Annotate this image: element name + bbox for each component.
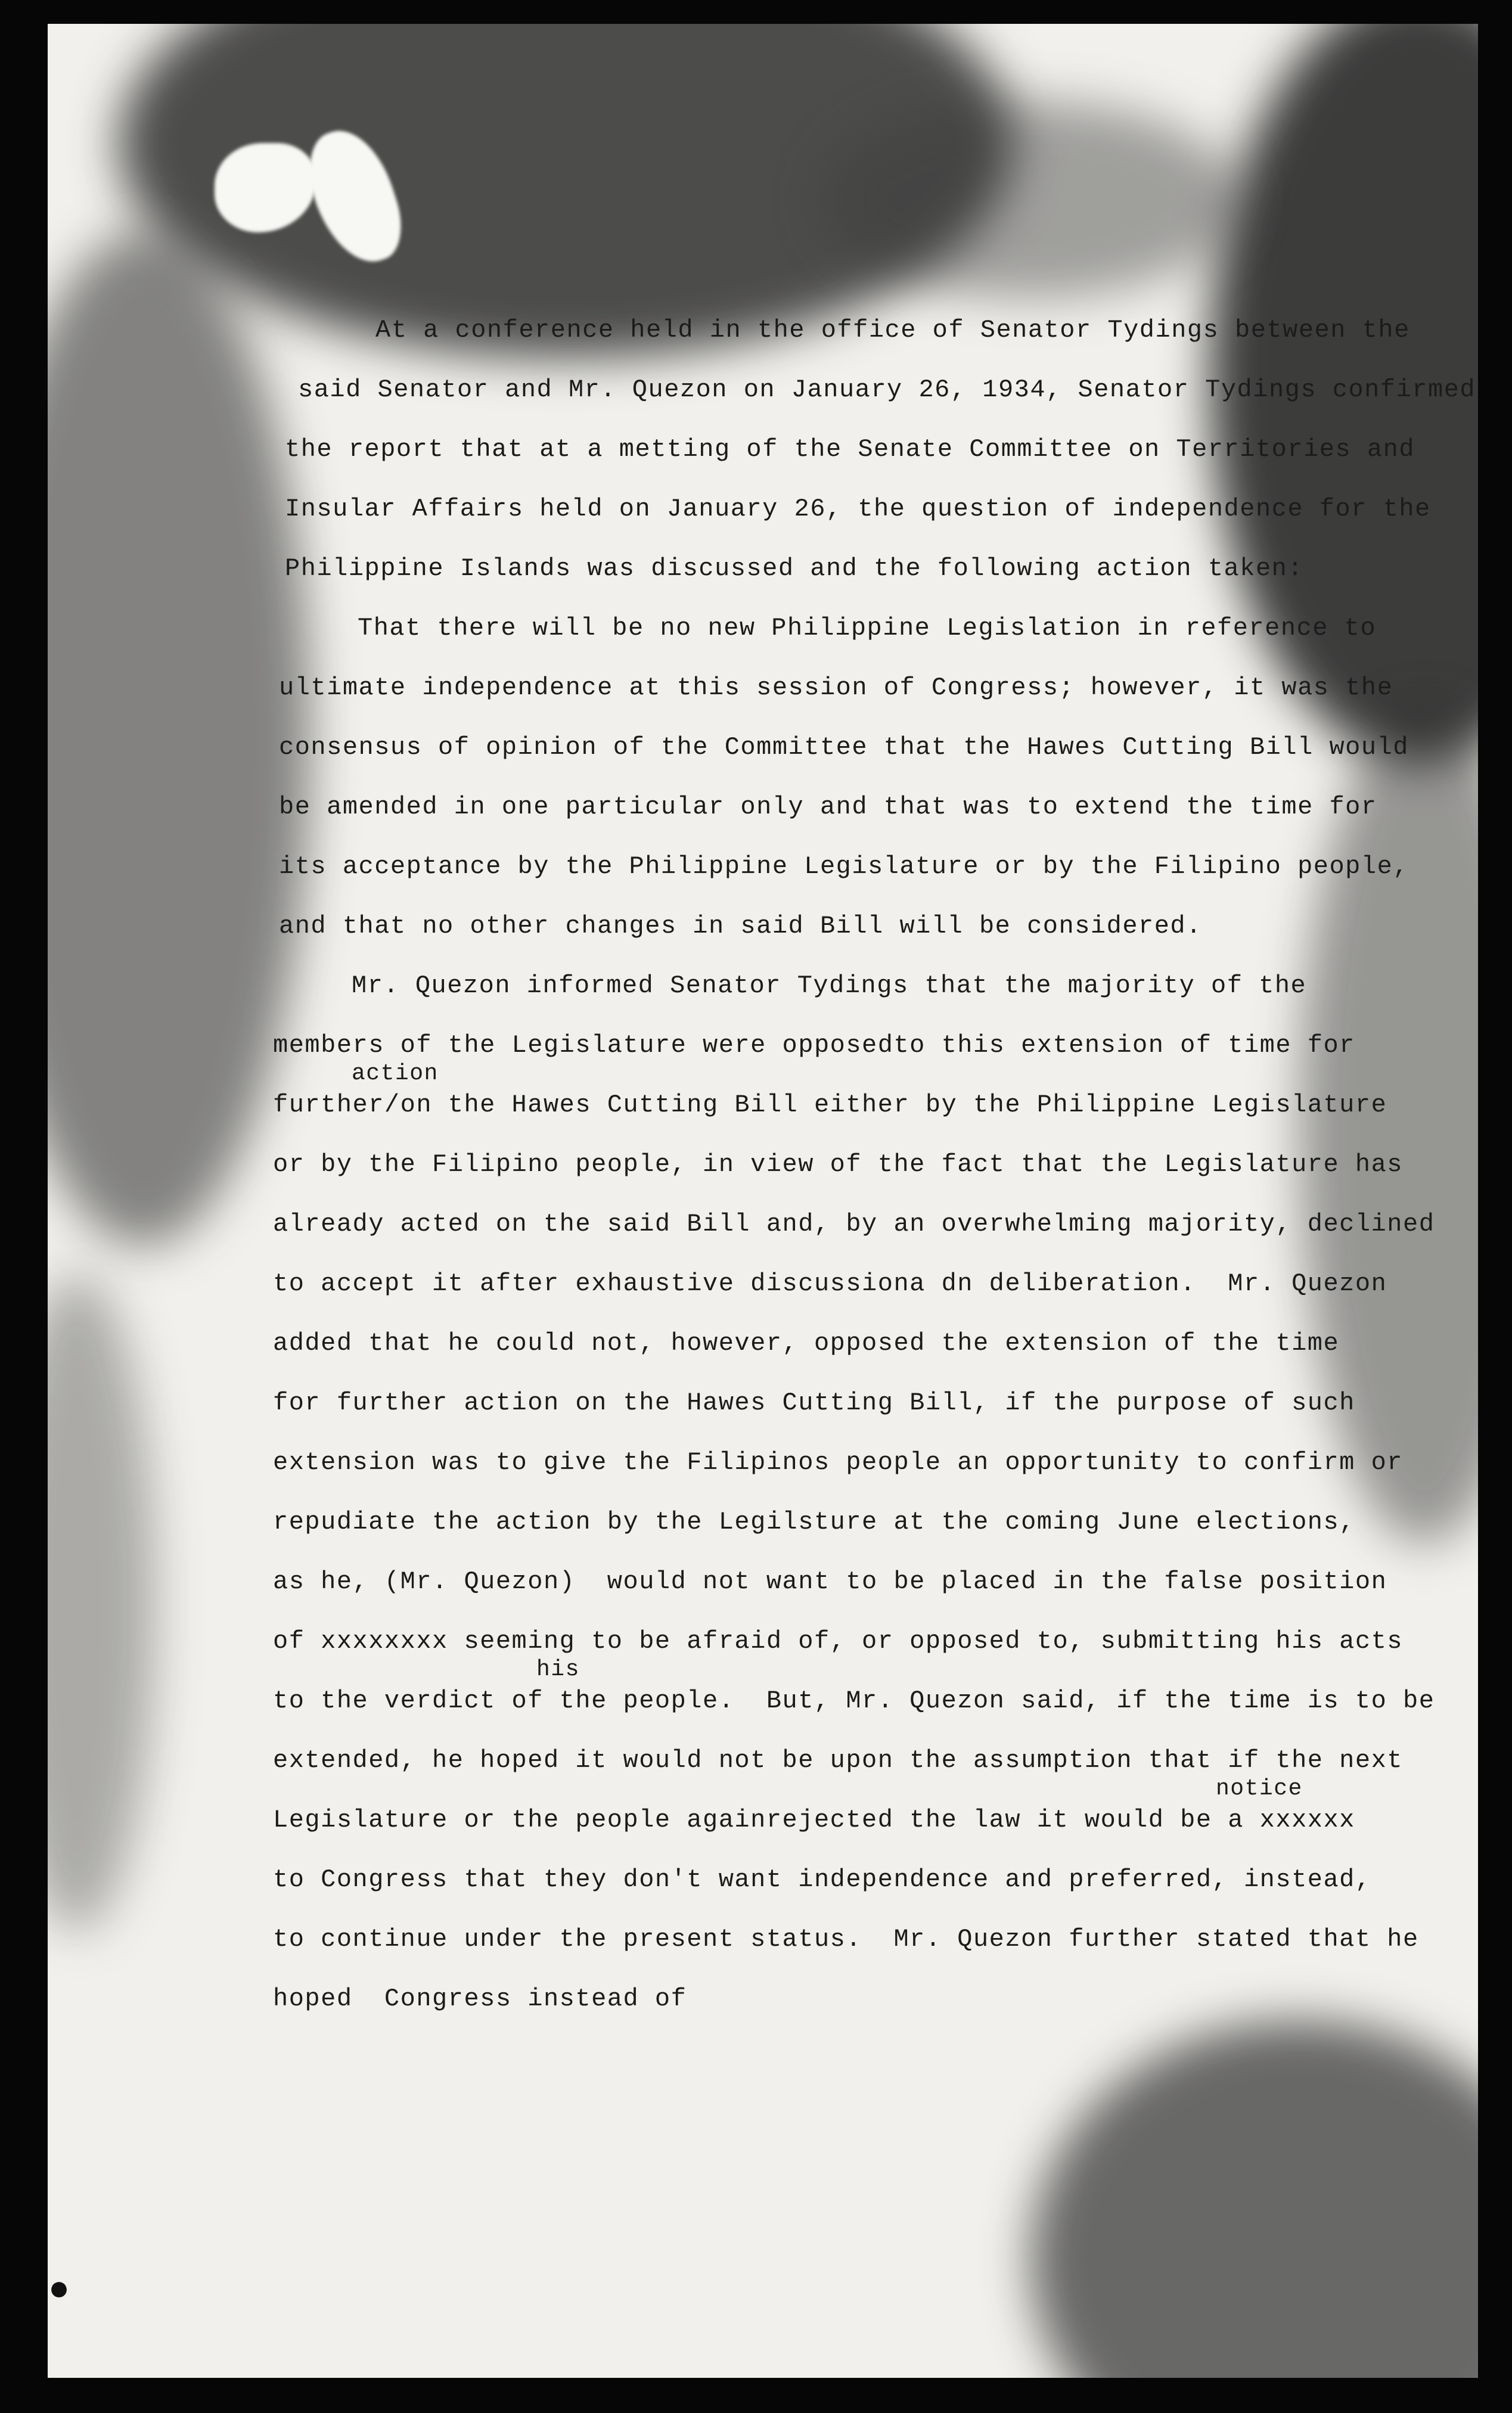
text-line: At a conference held in the office of Senator Tydings between the <box>375 316 1410 344</box>
text-line: Insular Affairs held on January 26, the question of independence for the <box>285 495 1431 523</box>
typed-text <box>48 24 1478 2378</box>
text-line: extended, he hoped it would not be upon the assumption that if the next <box>273 1746 1403 1775</box>
text-line: be amended in one particular only and that was to extend the time for <box>279 793 1377 821</box>
text-line: and that no other changes in said Bill will be considered. <box>279 912 1202 940</box>
interlinear-insertion: notice <box>1216 1776 1303 1802</box>
margin-mark: ● <box>48 2271 70 2311</box>
text-line: to the verdict of the people. But, Mr. Quezon said, if the time is to be <box>273 1687 1435 1715</box>
text-line: said Senator and Mr. Quezon on January 26, 1934, Senator Tydings confirmed <box>298 375 1476 404</box>
interlinear-insertion: his <box>536 1657 580 1682</box>
text-line: already acted on the said Bill and, by an overwhelming majority, declined <box>273 1210 1435 1238</box>
text-line: repudiate the action by the Legilsture at the coming June elections, <box>273 1508 1355 1536</box>
text-line: added that he could not, however, opposed the extension of the time <box>273 1329 1340 1358</box>
text-line: That there will be no new Philippine Legislation in reference to <box>358 614 1377 642</box>
text-line: the report that at a metting of the Senate Committee on Territories and <box>285 435 1415 464</box>
text-line: or by the Filipino people, in view of the fact that the Legislature has <box>273 1150 1403 1179</box>
text-line: its acceptance by the Philippine Legislature or by the Filipino people, <box>279 852 1409 881</box>
text-line: consensus of opinion of the Committee that the Hawes Cutting Bill would <box>279 733 1409 762</box>
text-line: Legislature or the people againrejected the law it would be a xxxxxx <box>273 1806 1355 1834</box>
document-page <box>48 24 1478 2378</box>
text-line: further/on the Hawes Cutting Bill either by the Philippine Legislature <box>273 1091 1387 1119</box>
interlinear-insertion: action <box>352 1061 439 1086</box>
text-line: of xxxxxxxx seeming to be afraid of, or opposed to, submitting his acts <box>273 1627 1403 1656</box>
text-line: members of the Legislature were opposedto this extension of time for <box>273 1031 1355 1060</box>
text-line: Mr. Quezon informed Senator Tydings that the majority of the <box>352 971 1307 1000</box>
text-line: to continue under the present status. Mr. Quezon further stated that he <box>273 1925 1419 1954</box>
text-line: ultimate independence at this session of Congress; however, it was the <box>279 673 1393 702</box>
text-line: to Congress that they don't want independence and preferred, instead, <box>273 1865 1371 1894</box>
text-line: hoped Congress instead of <box>273 1985 687 2013</box>
text-line: as he, (Mr. Quezon) would not want to be placed in the false position <box>273 1567 1387 1596</box>
text-line: to accept it after exhaustive discussiona dn deliberation. Mr. Quezon <box>273 1269 1387 1298</box>
text-line: extension was to give the Filipinos people an opportunity to confirm or <box>273 1448 1403 1477</box>
text-line: for further action on the Hawes Cutting Bill, if the purpose of such <box>273 1389 1355 1417</box>
text-line: Philippine Islands was discussed and the following action taken: <box>285 554 1304 583</box>
